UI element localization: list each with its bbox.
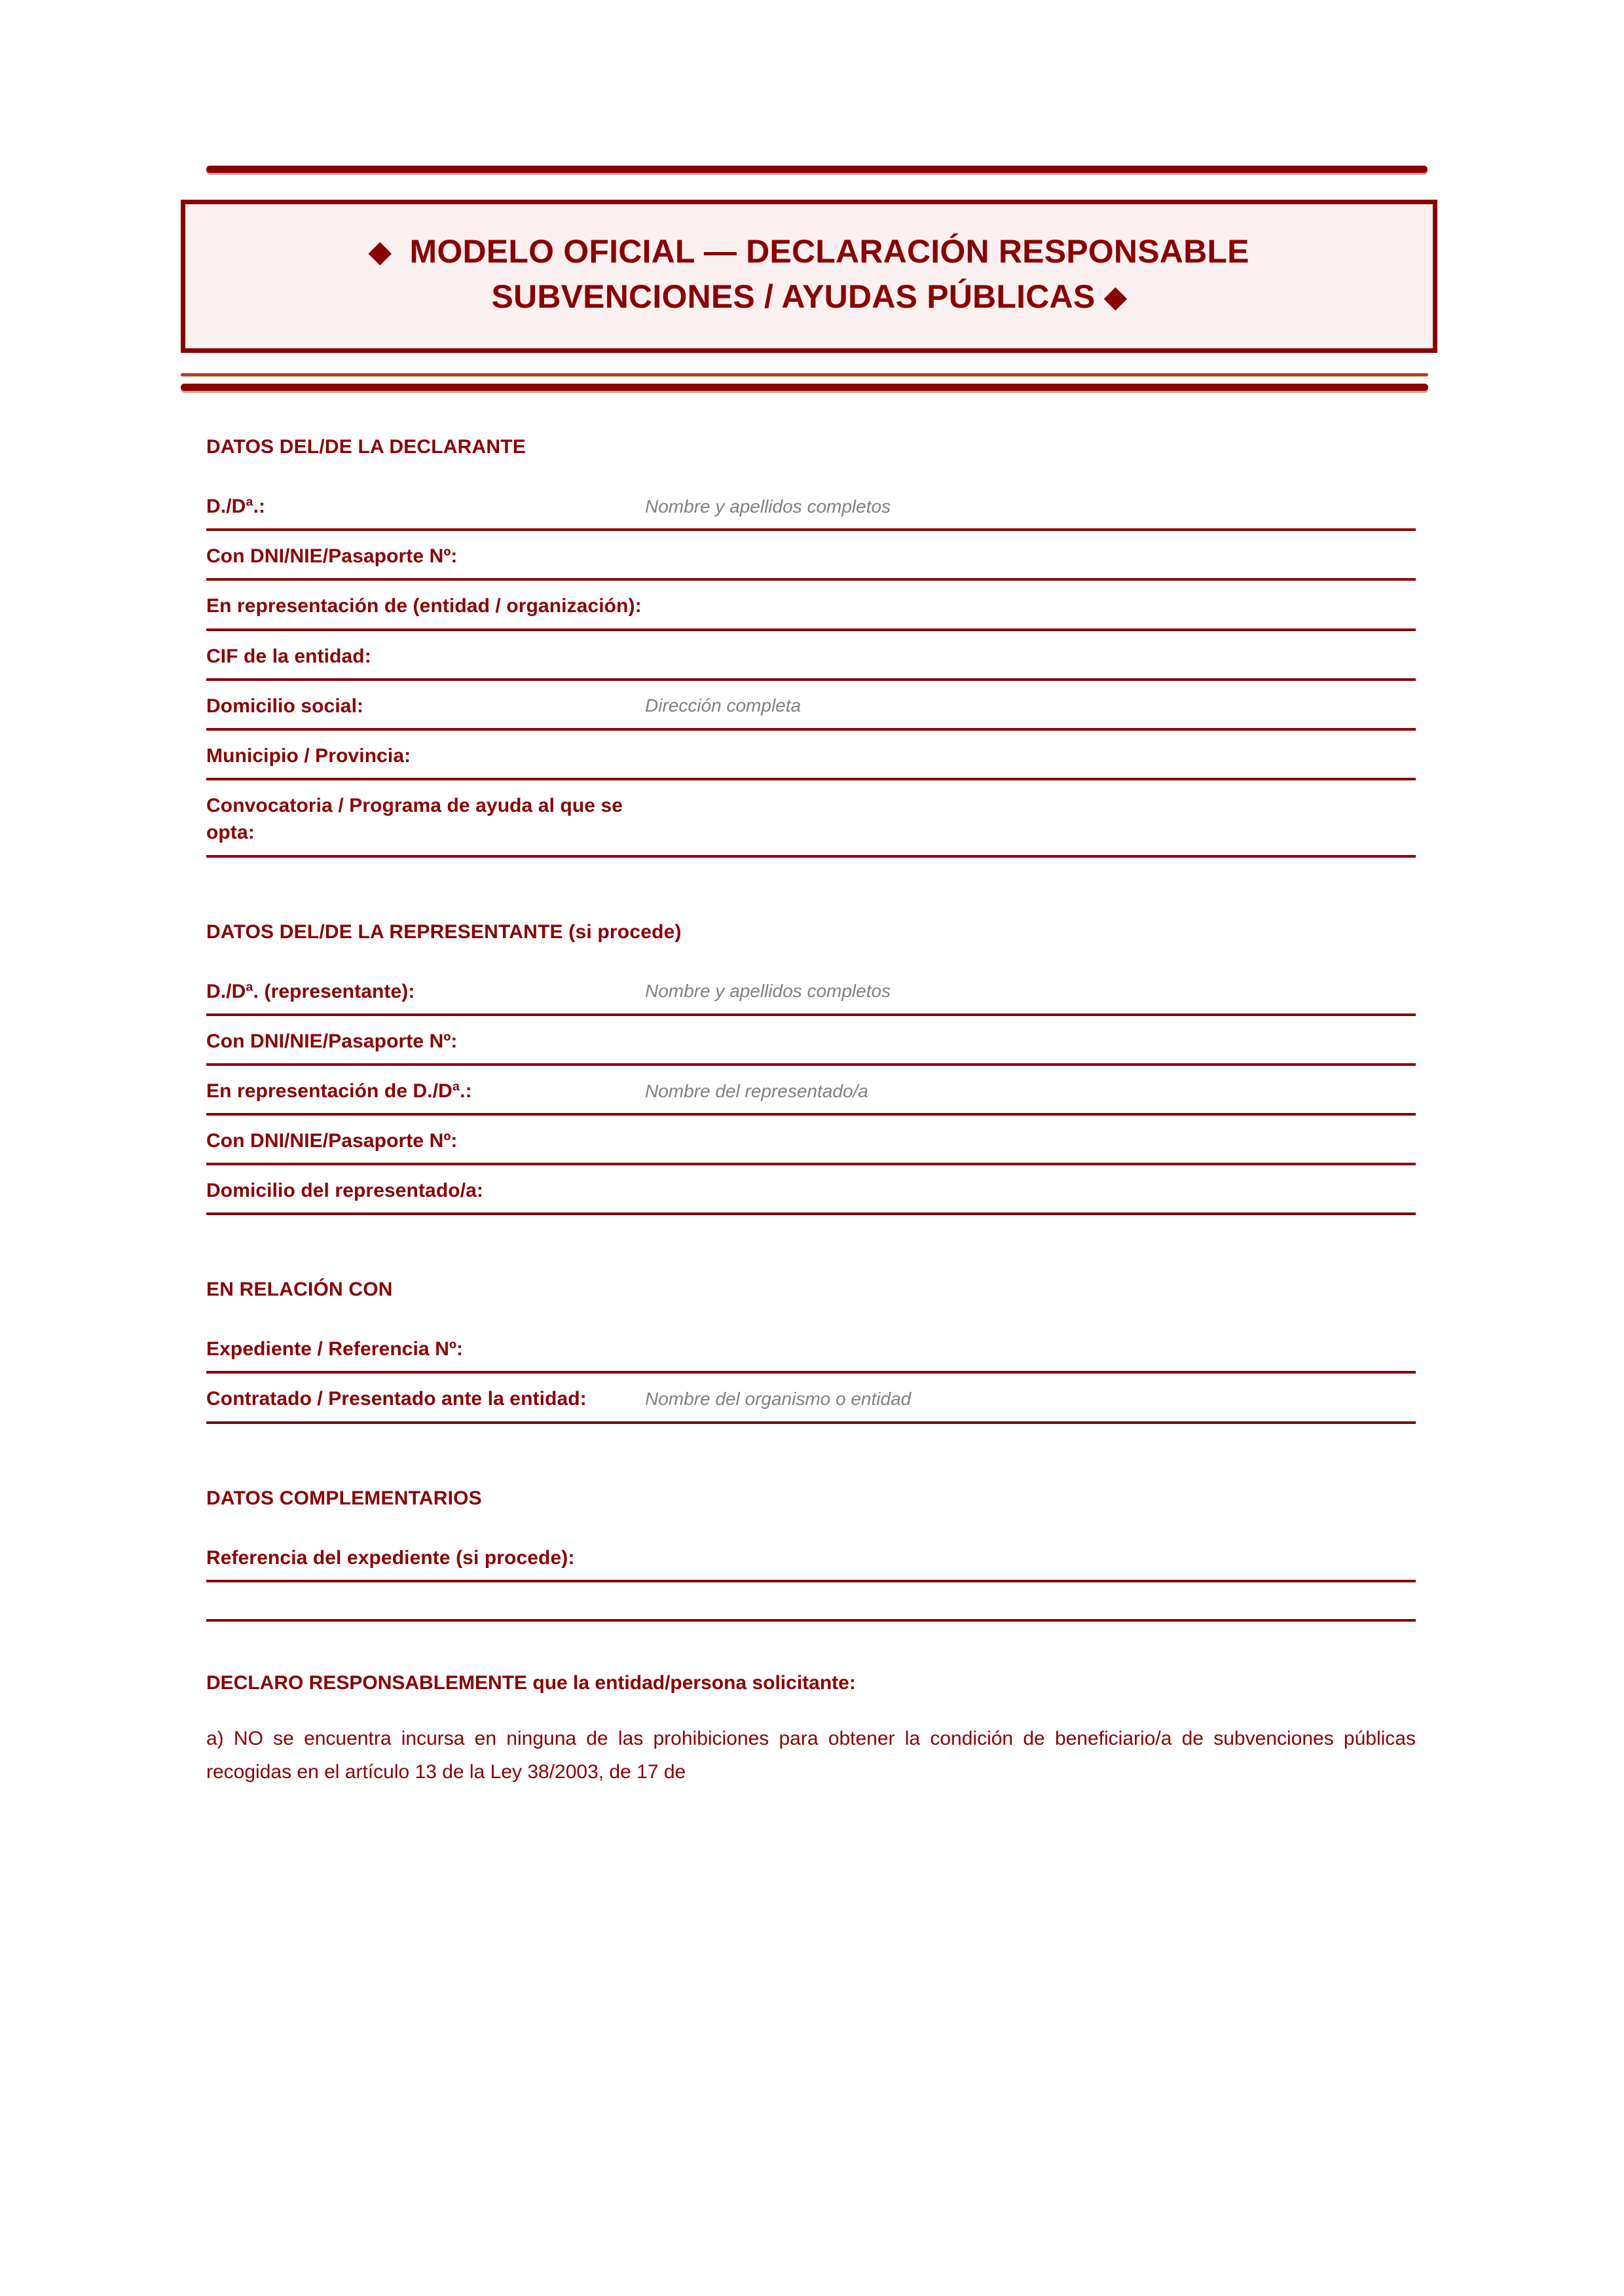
header-thick-rule [181, 384, 1428, 391]
field-label: Con DNI/NIE/Pasaporte Nº: [206, 1030, 458, 1052]
field-row[interactable] [206, 681, 1416, 731]
declaration-heading-rest: que la entidad/persona solicitante: [527, 1671, 856, 1694]
field-label: Contratado / Presentado ante la entidad: [206, 1388, 587, 1410]
field-placeholder[interactable] [645, 1203, 1416, 1204]
section-title-representante: DATOS DEL/DE LA REPRESENTANTE (si procede) [206, 920, 682, 943]
field-placeholder[interactable] [645, 768, 1416, 769]
declaration-heading-strong: DECLARO RESPONSABLEMENTE [206, 1671, 528, 1694]
header-thin-rule [181, 373, 1428, 376]
field-row[interactable] [206, 1165, 1416, 1215]
title-text-2: SUBVENCIONES / AYUDAS PÚBLICAS [491, 278, 1096, 315]
field-placeholder[interactable] [645, 845, 1416, 847]
declaration-paragraph-a: a) NO se encuentra incursa en ninguna de las prohibiciones para obtener la condición de beneficiario/a de subvenciones públicas recogidas en el artículo 13 de la Ley 38/2003, de 17 de [206, 1727, 1416, 1783]
field-row[interactable] [206, 631, 1416, 681]
field-label: D./Dª. (representante): [206, 980, 415, 1002]
field-label: Expediente / Referencia Nº: [206, 1338, 464, 1360]
field-placeholder[interactable]: Nombre y apellidos completos [645, 981, 891, 1002]
field-row[interactable] [206, 581, 1416, 630]
declaration-heading [206, 1670, 1416, 1696]
section-title-relacion: EN RELACIÓN CON [206, 1279, 393, 1301]
field-label: En representación de (entidad / organización): [206, 595, 642, 617]
field-placeholder[interactable] [645, 1570, 1416, 1571]
field-row-blank[interactable] [206, 1582, 1416, 1622]
field-label: Con DNI/NIE/Pasaporte Nº: [206, 545, 458, 568]
field-row[interactable] [206, 1324, 1416, 1374]
field-placeholder[interactable] [645, 668, 1416, 670]
field-label: D./Dª.: [206, 496, 266, 517]
field-label: Referencia del expediente (si procede): [206, 1546, 575, 1569]
field-row[interactable] [206, 1374, 1416, 1423]
field-placeholder[interactable]: Nombre del organismo o entidad [645, 1389, 912, 1410]
title-text-1: MODELO OFICIAL — DECLARACIÓN RESPONSABLE [409, 233, 1249, 270]
document-content [206, 0, 1416, 1789]
field-label: Municipio / Provincia: [206, 744, 411, 767]
title-box [181, 200, 1437, 353]
header-bottom-rules [181, 373, 1428, 391]
field-label: Domicilio del representado/a: [206, 1180, 484, 1202]
field-row[interactable] [206, 780, 1416, 858]
field-row[interactable] [206, 531, 1416, 581]
field-row[interactable] [206, 731, 1416, 780]
field-placeholder[interactable] [645, 1361, 1416, 1362]
section-title-complementarios: DATOS COMPLEMENTARIOS [206, 1487, 482, 1509]
section-title-declarante: DATOS DEL/DE LA DECLARANTE [206, 436, 526, 458]
title-line-2 [225, 274, 1393, 319]
title-line-1 [225, 229, 1393, 274]
field-placeholder[interactable] [645, 1618, 1416, 1619]
field-label: Convocatoria / Programa de ayuda al que se opta: [206, 794, 623, 844]
field-placeholder[interactable] [645, 1153, 1416, 1154]
field-placeholder[interactable]: Nombre y apellidos completos [645, 496, 891, 517]
diamond-icon: ◆ [369, 236, 392, 268]
diamond-icon-trailing: ◆ [1104, 281, 1127, 313]
field-label: CIF de la entidad: [206, 645, 371, 667]
field-label: En representación de D./Dª.: [206, 1080, 472, 1102]
field-label: Con DNI/NIE/Pasaporte Nº: [206, 1129, 458, 1152]
field-row[interactable] [206, 1016, 1416, 1066]
field-row[interactable] [206, 1066, 1416, 1116]
field-placeholder[interactable]: Dirección completa [645, 695, 802, 716]
field-label: Domicilio social: [206, 695, 364, 717]
field-row[interactable] [206, 966, 1416, 1016]
field-row[interactable] [206, 1116, 1416, 1165]
field-label [206, 1607, 645, 1619]
field-row[interactable] [206, 1533, 1416, 1582]
field-placeholder[interactable] [645, 619, 1416, 620]
field-placeholder[interactable]: Nombre del representado/a [645, 1080, 868, 1101]
form-sections [206, 435, 1416, 1622]
field-placeholder[interactable] [645, 568, 1416, 570]
field-row[interactable] [206, 481, 1416, 531]
field-placeholder[interactable] [645, 1053, 1416, 1055]
header-top-rule [206, 166, 1428, 173]
